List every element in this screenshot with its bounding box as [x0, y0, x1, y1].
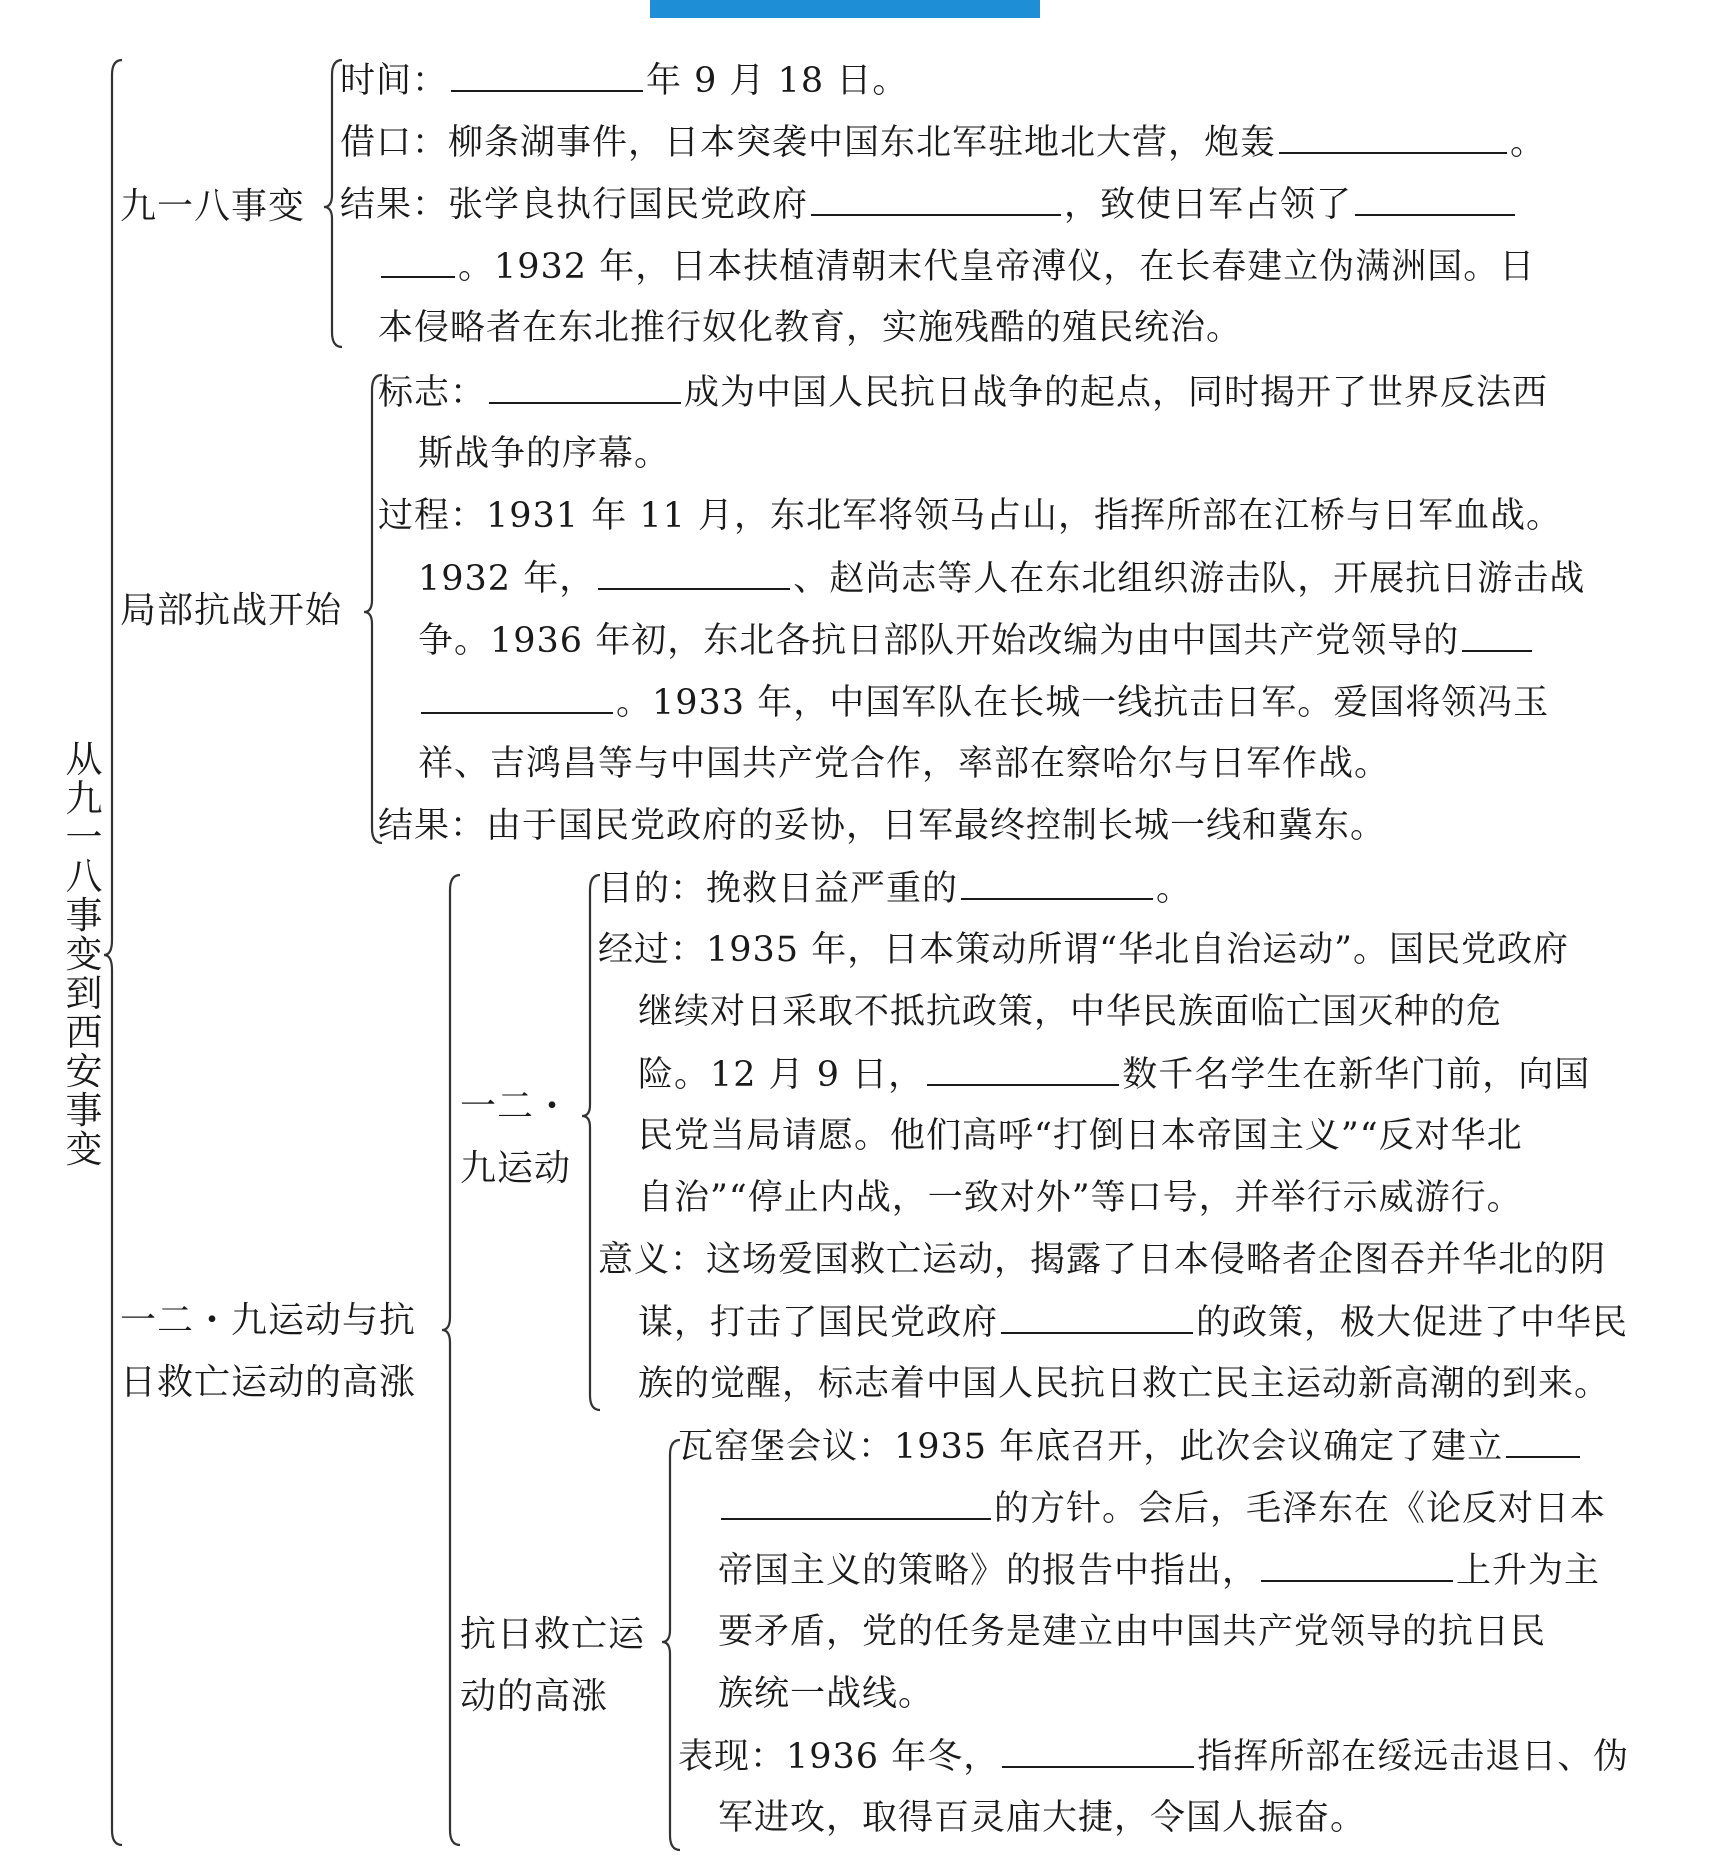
s1-result-row2	[378, 246, 1535, 287]
blank-army-b[interactable]	[421, 682, 613, 714]
blank-occupied-a[interactable]	[1355, 184, 1515, 216]
blank-year[interactable]	[451, 60, 643, 92]
sub2-meeting-row3	[718, 1550, 1600, 1591]
s2-process-line2a: 1932 年，	[418, 559, 596, 599]
blank-start-point[interactable]	[489, 372, 681, 404]
sub2-meeting-line1: 瓦窑堡会议：1935 年底召开，此次会议确定了建立	[678, 1427, 1504, 1467]
sub1-course-line4: 民党当局请愿。他们高呼“打倒日本帝国主义”“反对华北	[638, 1116, 1523, 1156]
sub1-course-line3a: 险。12 月 9 日，	[638, 1055, 925, 1095]
s2-title: 局部抗战开始	[120, 590, 343, 631]
s2-mark-line2: 斯战争的序幕。	[418, 434, 671, 474]
sub2-meeting-line2: 的方针。会后，毛泽东在《论反对日本	[994, 1489, 1607, 1529]
s2-process-row2	[418, 558, 1585, 599]
s1-title: 九一八事变	[120, 186, 306, 227]
s2-result-line: 结果：由于国民党政府的妥协，日军最终控制长城一线和冀东。	[378, 806, 1387, 846]
sub1-purpose-end: 。	[1156, 869, 1193, 909]
sub2-title-line2: 动的高涨	[460, 1676, 609, 1717]
s1-result-line1b: ，致使日军占领了	[1064, 185, 1353, 225]
sub1-title-line1: 一二・	[460, 1086, 572, 1127]
sub2-meeting-line3a: 帝国主义的策略》的报告中指出，	[718, 1551, 1259, 1591]
s3-brace	[442, 875, 460, 1845]
s1-pretext-end: 。	[1510, 123, 1547, 163]
sub2-perf-row1	[678, 1736, 1629, 1777]
s2-process-line2b: 、赵尚志等人在东北组织游击队，开展抗日游击战	[793, 559, 1586, 599]
s2-process-row4	[418, 682, 1549, 723]
sub1-meaning-line1: 意义：这场爱国救亡运动，揭露了日本侵略者企图吞并华北的阴	[598, 1240, 1607, 1280]
sub1-course-line3b: 数千名学生在新华门前，向国	[1122, 1055, 1591, 1095]
blank-united-front-b[interactable]	[721, 1488, 991, 1520]
sub1-title-line2: 九运动	[460, 1148, 572, 1189]
s3-title-line2: 日救亡运动的高涨	[120, 1362, 417, 1403]
blank-army-a[interactable]	[1462, 620, 1532, 652]
sub1-purpose-row	[598, 868, 1192, 909]
sub1-meaning-line3: 族的觉醒，标志着中国人民抗日救亡民主运动新高潮的到来。	[638, 1364, 1611, 1404]
sub2-meeting-row2	[718, 1488, 1606, 1529]
root-brace	[104, 60, 122, 1845]
s1-result-line3: 本侵略者在东北推行奴化教育，实施残酷的殖民统治。	[378, 308, 1243, 348]
s2-brace	[364, 375, 382, 843]
blank-united-front-a[interactable]	[1506, 1426, 1580, 1458]
sub2-meeting-line4: 要矛盾，党的任务是建立由中国共产党领导的抗日民	[718, 1612, 1547, 1652]
blank-general[interactable]	[1002, 1736, 1194, 1768]
blank-contradiction[interactable]	[1261, 1550, 1453, 1582]
s1-time-suffix: 年 9 月 18 日。	[646, 61, 909, 101]
s2-mark-label: 标志：	[378, 373, 487, 413]
sub1-course-row3	[638, 1054, 1590, 1095]
blank-bombard[interactable]	[1279, 122, 1507, 154]
sub2-perf-line1a: 表现：1936 年冬，	[678, 1737, 1000, 1777]
sub1-meaning-line2b: 的政策，极大促进了中华民	[1196, 1303, 1629, 1343]
s2-mark-line1: 成为中国人民抗日战争的起点，同时揭开了世界反法西	[684, 373, 1549, 413]
blank-gov-policy[interactable]	[1001, 1302, 1193, 1334]
s3-title-line1: 一二・九运动与抗	[120, 1300, 417, 1341]
s2-mark-row1	[378, 372, 1548, 413]
blank-students-city[interactable]	[927, 1054, 1119, 1086]
sub2-title-line1: 抗日救亡运	[460, 1614, 646, 1655]
s2-process-line1: 过程：1931 年 11 月，东北军将领马占山，指挥所部在江桥与日军血战。	[378, 496, 1562, 536]
sub2-brace	[662, 1440, 680, 1850]
sub1-course-line1: 经过：1935 年，日本策动所谓“华北自治运动”。国民党政府	[598, 930, 1569, 970]
blank-crisis[interactable]	[961, 868, 1153, 900]
s1-pretext-row	[340, 122, 1546, 163]
sub1-meaning-row2	[638, 1302, 1628, 1343]
root-title: 从九一八事变到西安事变	[65, 738, 103, 1171]
s2-process-line5: 祥、吉鸿昌等与中国共产党合作，率部在察哈尔与日军作战。	[418, 744, 1391, 784]
s2-process-line4: 。1933 年，中国军队在长城一线抗击日军。爱国将领冯玉	[616, 683, 1550, 723]
s2-process-line3: 争。1936 年初，东北各抗日部队开始改编为由中国共产党领导的	[418, 621, 1460, 661]
blank-occupied-b[interactable]	[381, 246, 455, 278]
sub1-course-line5: 自治”“停止内战，一致对外”等口号，并举行示威游行。	[638, 1178, 1523, 1218]
sub2-meeting-line5: 族统一战线。	[718, 1674, 935, 1714]
sub1-purpose: 目的：挽救日益严重的	[598, 869, 959, 909]
blank-guerrilla-leader[interactable]	[598, 558, 790, 590]
s1-result-line2: 。1932 年，日本扶植清朝末代皇帝溥仪，在长春建立伪满洲国。日	[458, 247, 1536, 287]
sub2-meeting-row1	[678, 1426, 1583, 1467]
sub1-course-line2: 继续对日采取不抵抗政策，中华民族面临亡国灭种的危	[638, 992, 1503, 1032]
s2-process-row3	[418, 620, 1535, 661]
sub2-perf-line1b: 指挥所部在绥远击退日、伪	[1197, 1737, 1630, 1777]
sub2-perf-line2: 军进攻，取得百灵庙大捷，令国人振奋。	[718, 1798, 1367, 1838]
blank-policy[interactable]	[811, 184, 1061, 216]
sub1-meaning-line2a: 谋，打击了国民党政府	[638, 1303, 999, 1343]
s1-result-line1: 结果：张学良执行国民党政府	[340, 185, 809, 225]
s1-pretext: 借口：柳条湖事件，日本突袭中国东北军驻地北大营，炮轰	[340, 123, 1277, 163]
s1-time-row	[340, 60, 908, 101]
s1-time-label: 时间：	[340, 61, 449, 101]
sub2-meeting-line3b: 上升为主	[1456, 1551, 1601, 1591]
s1-result-row1	[340, 184, 1518, 225]
